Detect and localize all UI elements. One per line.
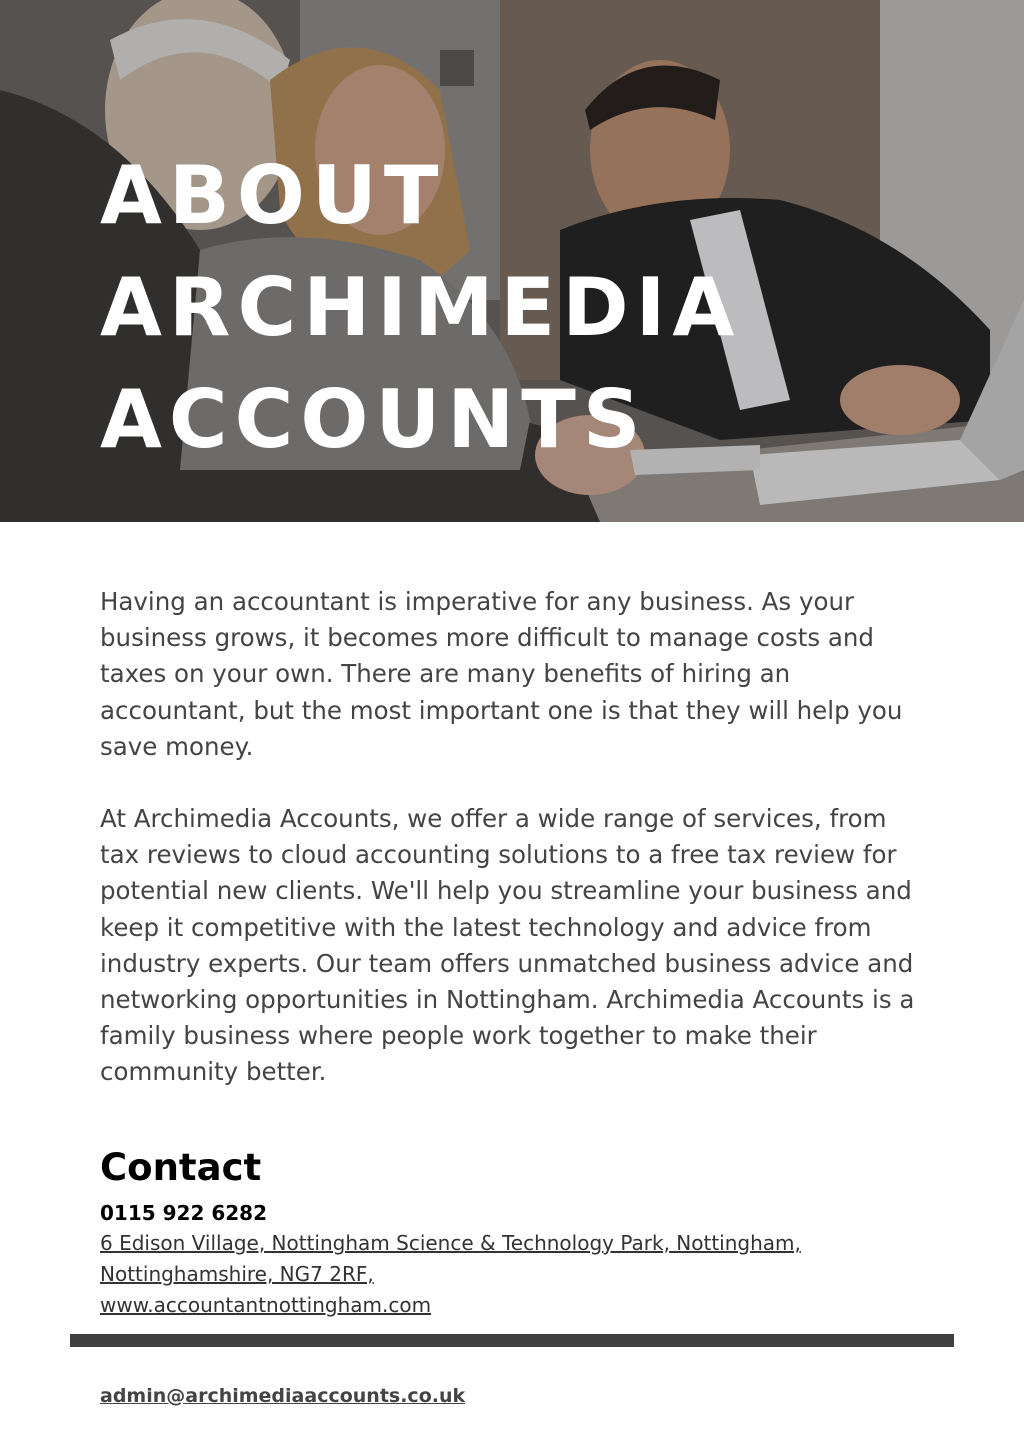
address-link-line-1[interactable]: 6 Edison Village, Nottingham Science & Technology Park, Nottingham, — [100, 1231, 801, 1255]
divider — [70, 1334, 954, 1347]
about-paragraph-1: Having an accountant is imperative for any business. As your business grows, it becomes more difficult to manage costs and taxes on your own. There are many benefits of hiring an accountant, but the most important one is that they will help you save money. — [100, 587, 903, 761]
contact-heading: Contact — [100, 1146, 262, 1189]
about-paragraph-2: At Archimedia Accounts, we offer a wide range of services, from tax reviews to cloud accounting solutions to a free tax review for potential new clients. We'll help you streamline your business and keep it competitive with the latest technology and advice from industry experts. Our team offers unmatched business advice and networking opportunities in Nottingham. Archimedia Accounts is a family business where people work together to make their community better. — [100, 804, 915, 1087]
about-text — [100, 584, 930, 1127]
title-line-1: ABOUT — [100, 149, 446, 242]
page-title — [100, 140, 741, 476]
phone-number: 0115 922 6282 — [100, 1201, 268, 1225]
title-line-3: ACCOUNTS — [100, 373, 648, 466]
email-link[interactable]: admin@archimediaaccounts.co.uk — [100, 1385, 466, 1407]
hero-banner — [0, 0, 1024, 522]
address-link-line-2[interactable]: Nottinghamshire, NG7 2RF, — [100, 1262, 374, 1286]
contact-section — [100, 1144, 930, 1321]
website-link[interactable]: www.accountantnottingham.com — [100, 1293, 432, 1317]
title-line-2: ARCHIMEDIA — [100, 261, 742, 354]
